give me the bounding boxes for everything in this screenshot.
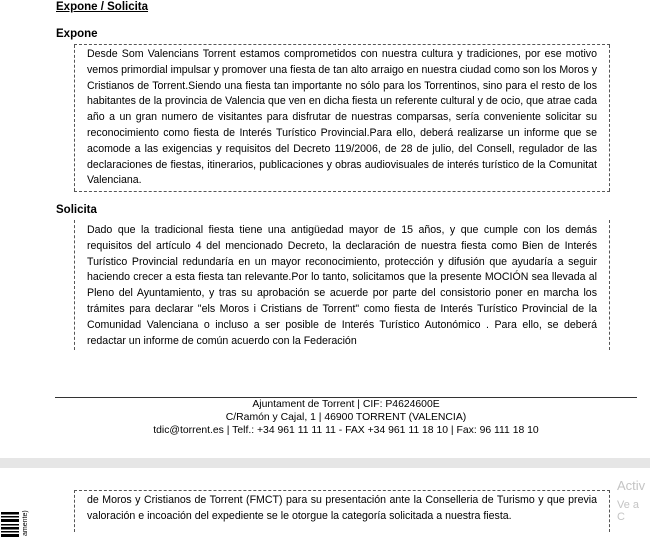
expone-box-bottom-border (74, 191, 610, 192)
document-page-2 (0, 468, 650, 540)
footer-line-3: tdic@torrent.es | Telf.: +34 961 11 11 11 - FAX +34 961 11 18 10 | Fax: 96 111 18 10 (153, 425, 539, 436)
solicita-text: Dado que la tradicional fiesta tiene una antigüedad mayor de 15 años, y que cumple con los demás requisitos del artículo 4 del mencionado Decreto, la declaración de nuestra fiesta como Bien de Interés Turístico Provincial redundaría en un mayor reconocimiento, protección y difusión que ayudaría a seguir haciendo crecer a esta fiesta tan relevante.Por lo tanto, solicitamos que la presente MOCIÓN sea llevada al Pleno del Ayuntamiento, y tras su aprobación se acuerde por parte del consistorio poner en marcha los trámites para declarar "els Moros i Cristians de Torrent" como fiesta de Interés Turístico Provincial de la Comunidad Valenciana o incluso a ser posible de Interés Turístico Autonómico . Para ello, se deberá redactar un informe de común acuerdo con la Federación (87, 224, 597, 347)
solicita-heading: Solicita (56, 204, 97, 216)
stamp-text: amente) (22, 510, 29, 536)
activate-watermark-line-2: Ve a C (617, 499, 640, 523)
solicita-box (74, 220, 610, 350)
continuation-box (74, 490, 610, 532)
activate-watermark-line-1: Activ (617, 478, 646, 493)
footer-line-1: Ajuntament de Torrent | CIF: P4624600E (252, 399, 440, 410)
page-separator (0, 458, 650, 468)
barcode-stamp (0, 496, 40, 540)
barcode-icon (0, 496, 40, 540)
expone-box (74, 45, 610, 191)
continuation-text: de Moros y Cristianos de Torrent (FMCT) para su presentación ante la Conselleria de Turismo y que previa valoración e incoación del expediente se le otorgue la categoría solicitada a nuestra fiesta. (87, 494, 597, 522)
section-title: Expone / Solicita (56, 1, 149, 13)
footer-line-2: C/Ramón y Cajal, 1 | 46900 TORRENT (VALENCIA) (225, 412, 467, 423)
expone-heading: Expone (56, 28, 98, 40)
expone-text: Desde Som Valencians Torrent estamos comprometidos con nuestra cultura y tradiciones, por ese motivo vemos primordial impulsar y promover una fiesta de tan alto arraigo en nuestra ciudad como son los Moros y Cristianos de Torrent.Siendo una fiesta tan importante no sólo para los Torrentinos, sino para el resto de los habitantes de la provincia de Valencia que ven en dicha fiesta un referente cultural y de ocio, que atrae cada año a un gran numero de visitantes para disfrutar de nuestras comparsas, sería conveniente solicitar su reconocimiento como fiesta de Interés Turístico Provincial.Para ello, deberá realizarse un informe que se acomode a las exigencias y requisitos del Decreto 119/2006, de 28 de julio, del Consell, regulador de las declaraciones de fiestas, itinerarios, publicaciones y obras audiovisuales de interés turístico de la Comunitat Valenciana. (87, 48, 597, 187)
